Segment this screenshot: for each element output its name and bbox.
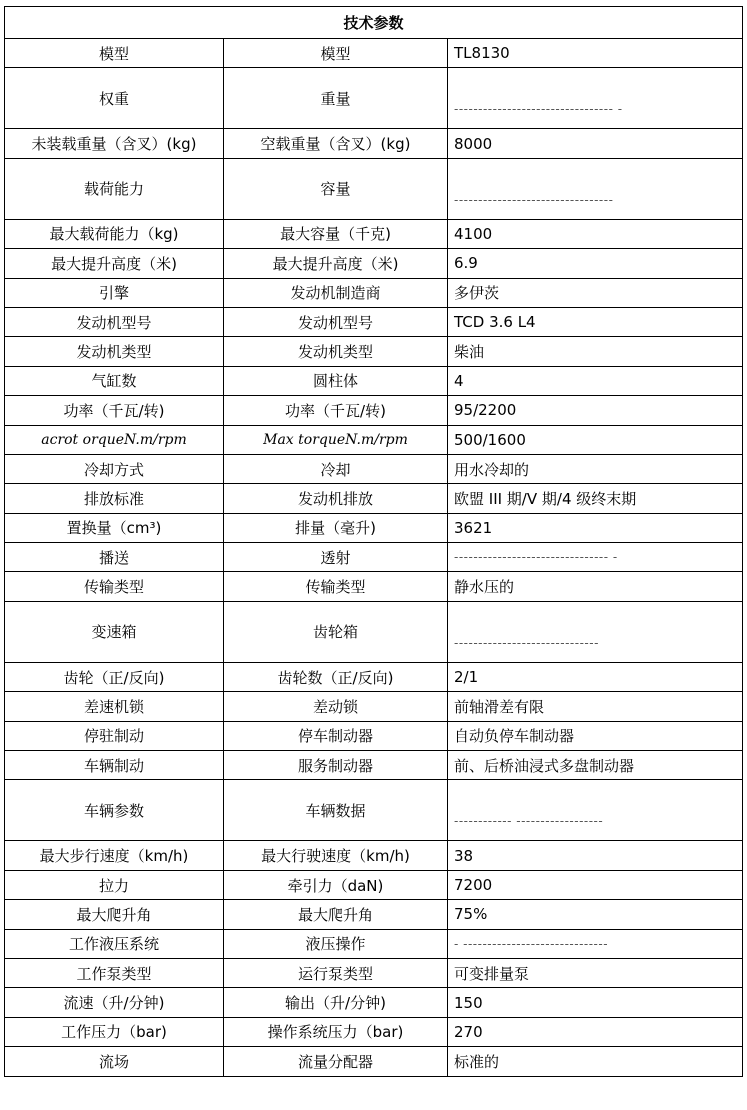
table-row <box>5 543 743 572</box>
param-alt-name-cell: 输出（升/分钟) <box>224 988 448 1017</box>
param-name-cell: 齿轮（正/反向) <box>5 662 224 691</box>
table-row <box>5 721 743 750</box>
param-alt-name-cell: 服务制动器 <box>224 751 448 780</box>
param-value-cell: 静水压的 <box>448 572 743 601</box>
param-value-cell: 用水冷却的 <box>448 454 743 483</box>
param-name-cell: 拉力 <box>5 870 224 899</box>
param-name-cell: 置换量（cm³) <box>5 513 224 542</box>
param-name-cell: 冷却方式 <box>5 454 224 483</box>
param-alt-name-cell: 齿轮数（正/反向) <box>224 662 448 691</box>
param-alt-name-cell: 流量分配器 <box>224 1047 448 1076</box>
param-value-cell: 前轴滑差有限 <box>448 692 743 721</box>
table-row <box>5 988 743 1017</box>
param-name-cell: 流速（升/分钟) <box>5 988 224 1017</box>
placeholder-dashes: ------------ ------------------ <box>454 814 604 829</box>
param-alt-name-cell: 排量（毫升) <box>224 513 448 542</box>
param-value-cell <box>448 780 743 841</box>
param-name-cell: 发动机型号 <box>5 307 224 336</box>
param-alt-name-cell: 车辆数据 <box>224 780 448 841</box>
param-value-cell: 柴油 <box>448 337 743 366</box>
param-alt-name-cell: 功率（千瓦/转) <box>224 396 448 425</box>
table-row <box>5 219 743 248</box>
param-name-cell: 未装载重量（含叉）(kg) <box>5 129 224 158</box>
param-value-cell: 2/1 <box>448 662 743 691</box>
table-row <box>5 1047 743 1076</box>
placeholder-dashes: --------------------------------- - <box>454 102 623 117</box>
param-name-cell: 最大步行速度（km/h) <box>5 841 224 870</box>
param-name-cell: 传输类型 <box>5 572 224 601</box>
param-alt-name-cell: 液压操作 <box>224 929 448 958</box>
param-name-cell: 流场 <box>5 1047 224 1076</box>
title-row <box>5 7 743 39</box>
param-value-cell: TL8130 <box>448 39 743 68</box>
param-alt-name-cell: 模型 <box>224 39 448 68</box>
table-row <box>5 751 743 780</box>
param-value-cell: 75% <box>448 900 743 929</box>
param-alt-name-cell: 停车制动器 <box>224 721 448 750</box>
param-alt-name-cell: 齿轮箱 <box>224 601 448 662</box>
param-name-cell: 模型 <box>5 39 224 68</box>
param-value-cell: 8000 <box>448 129 743 158</box>
param-name-cell: 工作液压系统 <box>5 929 224 958</box>
table-row <box>5 68 743 129</box>
param-value-cell: 4 <box>448 366 743 395</box>
table-row <box>5 337 743 366</box>
table-row <box>5 307 743 336</box>
param-value-cell: 前、后桥油浸式多盘制动器 <box>448 751 743 780</box>
param-alt-name-cell: 最大行驶速度（km/h) <box>224 841 448 870</box>
table-row <box>5 249 743 278</box>
param-value-cell <box>448 601 743 662</box>
param-value-cell <box>448 929 743 958</box>
param-name-cell: 权重 <box>5 68 224 129</box>
param-name-cell: 停驻制动 <box>5 721 224 750</box>
table-row <box>5 513 743 542</box>
spec-table <box>4 6 743 1077</box>
table-row <box>5 958 743 987</box>
param-alt-name-cell: 牵引力（daN) <box>224 870 448 899</box>
param-name-cell: 功率（千瓦/转) <box>5 396 224 425</box>
placeholder-dashes: -------------------------------- - <box>454 550 618 565</box>
table-row <box>5 39 743 68</box>
param-alt-name-cell: 冷却 <box>224 454 448 483</box>
param-name-cell: 最大爬升角 <box>5 900 224 929</box>
param-name-cell: 最大载荷能力（kg) <box>5 219 224 248</box>
param-value-cell: 多伊茨 <box>448 278 743 307</box>
param-alt-name-cell: 重量 <box>224 68 448 129</box>
param-alt-name-cell: 差动锁 <box>224 692 448 721</box>
table-row <box>5 900 743 929</box>
param-value-cell: 150 <box>448 988 743 1017</box>
table-row <box>5 662 743 691</box>
table-row <box>5 129 743 158</box>
param-value-cell: 4100 <box>448 219 743 248</box>
param-alt-name-cell: 容量 <box>224 158 448 219</box>
placeholder-dashes: - ------------------------------ <box>454 936 609 951</box>
table-row <box>5 572 743 601</box>
param-alt-name-cell: 空载重量（含叉）(kg) <box>224 129 448 158</box>
param-value-cell: 可变排量泵 <box>448 958 743 987</box>
param-value-cell: 95/2200 <box>448 396 743 425</box>
param-value-cell <box>448 68 743 129</box>
param-value-cell: 38 <box>448 841 743 870</box>
param-alt-name-cell: 传输类型 <box>224 572 448 601</box>
param-value-cell: 欧盟 III 期/V 期/4 级终末期 <box>448 484 743 513</box>
param-name-cell: 变速箱 <box>5 601 224 662</box>
param-value-cell: 270 <box>448 1017 743 1046</box>
param-name-cell: 气缸数 <box>5 366 224 395</box>
param-alt-name-cell: 操作系统压力（bar) <box>224 1017 448 1046</box>
table-row <box>5 366 743 395</box>
param-alt-name-cell: 发动机类型 <box>224 337 448 366</box>
table-title: 技术参数 <box>5 7 743 39</box>
param-name-cell: 发动机类型 <box>5 337 224 366</box>
param-alt-name-cell: 运行泵类型 <box>224 958 448 987</box>
param-alt-name-cell: 透射 <box>224 543 448 572</box>
table-row <box>5 396 743 425</box>
param-name-cell: 工作泵类型 <box>5 958 224 987</box>
param-value-cell: 自动负停车制动器 <box>448 721 743 750</box>
table-row <box>5 425 743 454</box>
param-value-cell <box>448 158 743 219</box>
param-alt-name-cell: 发动机排放 <box>224 484 448 513</box>
table-row <box>5 1017 743 1046</box>
param-alt-name-cell: 最大容量（千克) <box>224 219 448 248</box>
param-name-cell: 车辆制动 <box>5 751 224 780</box>
param-name-cell: 工作压力（bar) <box>5 1017 224 1046</box>
param-name-cell: acrot orqueN.m/rpm <box>5 425 224 454</box>
param-alt-name-cell: 发动机制造商 <box>224 278 448 307</box>
table-body <box>5 39 743 1077</box>
param-alt-name-cell: 最大爬升角 <box>224 900 448 929</box>
param-alt-name-cell: 发动机型号 <box>224 307 448 336</box>
table-row <box>5 601 743 662</box>
param-value-cell <box>448 543 743 572</box>
table-row <box>5 278 743 307</box>
table-row <box>5 841 743 870</box>
table-row <box>5 484 743 513</box>
param-value-cell: 3621 <box>448 513 743 542</box>
table-row <box>5 158 743 219</box>
param-value-cell: 标准的 <box>448 1047 743 1076</box>
table-row <box>5 692 743 721</box>
param-name-cell: 载荷能力 <box>5 158 224 219</box>
placeholder-dashes: --------------------------------- <box>454 192 614 207</box>
table-row <box>5 454 743 483</box>
param-value-cell: 500/1600 <box>448 425 743 454</box>
param-value-cell: 6.9 <box>448 249 743 278</box>
param-name-cell: 排放标准 <box>5 484 224 513</box>
placeholder-dashes: ------------------------------ <box>454 635 599 650</box>
param-name-cell: 播送 <box>5 543 224 572</box>
param-name-cell: 车辆参数 <box>5 780 224 841</box>
param-alt-name-cell: 最大提升高度（米) <box>224 249 448 278</box>
param-name-cell: 最大提升高度（米) <box>5 249 224 278</box>
param-value-cell: 7200 <box>448 870 743 899</box>
table-row <box>5 929 743 958</box>
table-row <box>5 870 743 899</box>
table-row <box>5 780 743 841</box>
param-value-cell: TCD 3.6 L4 <box>448 307 743 336</box>
param-name-cell: 引擎 <box>5 278 224 307</box>
param-alt-name-cell: Max torqueN.m/rpm <box>224 425 448 454</box>
param-alt-name-cell: 圆柱体 <box>224 366 448 395</box>
param-name-cell: 差速机锁 <box>5 692 224 721</box>
